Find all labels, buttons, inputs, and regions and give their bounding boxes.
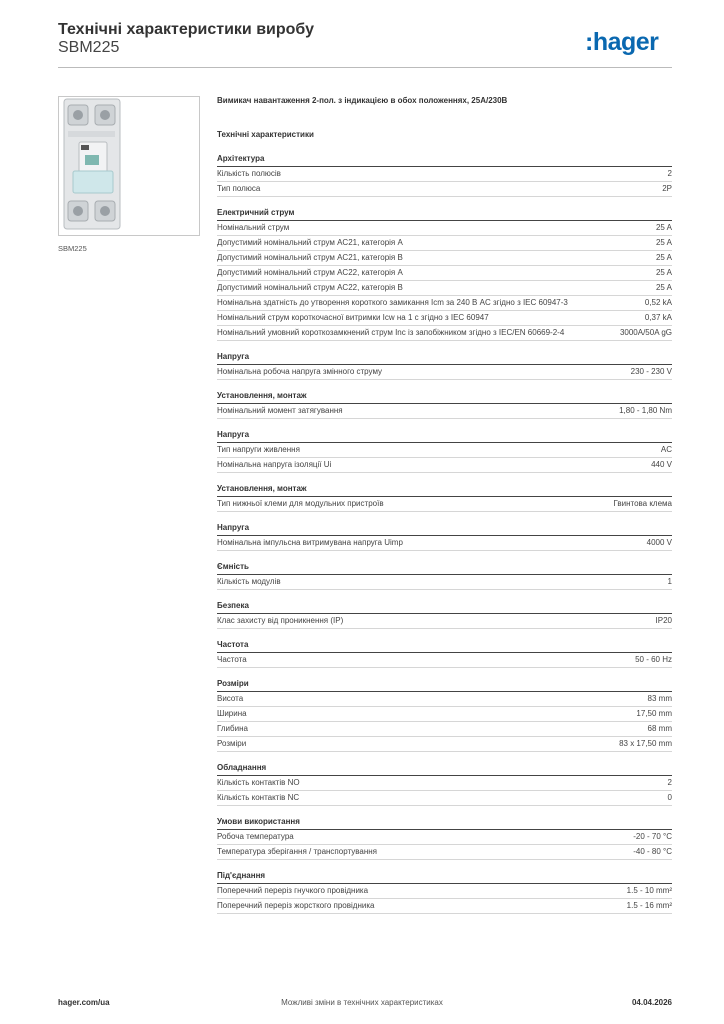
spec-value: Гвинтова клема bbox=[613, 499, 672, 508]
spec-row bbox=[217, 443, 672, 458]
spec-row bbox=[217, 707, 672, 722]
section-title: Частота bbox=[217, 638, 672, 653]
spec-row bbox=[217, 884, 672, 899]
specs-table bbox=[217, 152, 672, 914]
spec-label: Кількість полюсів bbox=[217, 169, 281, 178]
modular-switch-icon bbox=[59, 97, 199, 235]
footer-date: 04.04.2026 bbox=[631, 998, 672, 1007]
header-divider bbox=[58, 67, 672, 68]
spec-row bbox=[217, 404, 672, 419]
spec-label: Допустимий номінальний струм AC22, категорія B bbox=[217, 283, 403, 292]
section-title: Ємність bbox=[217, 560, 672, 575]
spec-value: 1.5 - 10 mm² bbox=[626, 886, 672, 895]
spec-value: 2P bbox=[662, 184, 672, 193]
footer-website[interactable]: hager.com/ua bbox=[58, 998, 110, 1007]
section-title: Напруга bbox=[217, 521, 672, 536]
spec-row bbox=[217, 266, 672, 281]
spec-value: 25 A bbox=[655, 253, 672, 262]
spec-row bbox=[217, 776, 672, 791]
spec-label: Номінальний струм короткочасної витримки Icw на 1 с згідно з IEC 60947 bbox=[217, 313, 489, 322]
spec-value: 25 A bbox=[655, 268, 672, 277]
spec-value: 50 - 60 Hz bbox=[635, 655, 672, 664]
spec-value: 3000A/50A gG bbox=[619, 328, 672, 337]
spec-row bbox=[217, 326, 672, 341]
spec-label: Тип напруги живлення bbox=[217, 445, 300, 454]
spec-label: Номінальний струм bbox=[217, 223, 290, 232]
section-title: Напруга bbox=[217, 350, 672, 365]
spec-row bbox=[217, 281, 672, 296]
product-code: SBM225 bbox=[58, 39, 120, 56]
product-caption: SBM225 bbox=[58, 244, 87, 253]
spec-value: 83 mm bbox=[647, 694, 672, 703]
spec-value: 1,80 - 1,80 Nm bbox=[619, 406, 672, 415]
spec-label: Частота bbox=[217, 655, 247, 664]
spec-value: 25 A bbox=[655, 223, 672, 232]
spec-label: Номінальний умовний короткозамкнений струм Inc із запобіжником згідно з IEC/EN 60669-2-4 bbox=[217, 328, 565, 337]
spec-row bbox=[217, 614, 672, 629]
spec-value: IP20 bbox=[655, 616, 672, 625]
spec-label: Допустимий номінальний струм AC21, категорія B bbox=[217, 253, 403, 262]
section-title: Умови використання bbox=[217, 815, 672, 830]
section-title: Установлення, монтаж bbox=[217, 389, 672, 404]
spec-label: Номінальна робоча напруга змінного струму bbox=[217, 367, 383, 376]
product-image bbox=[58, 96, 200, 236]
spec-value: 0,52 kA bbox=[644, 298, 672, 307]
spec-value: 2 bbox=[667, 778, 672, 787]
spec-value: -40 - 80 °C bbox=[633, 847, 672, 856]
spec-row bbox=[217, 722, 672, 737]
spec-value: 230 - 230 V bbox=[630, 367, 672, 376]
spec-value: 2 bbox=[667, 169, 672, 178]
footer-note: Можливі зміни в технічних характеристиках bbox=[281, 998, 443, 1007]
spec-label: Номінальний момент затягування bbox=[217, 406, 343, 415]
spec-row bbox=[217, 791, 672, 806]
spec-label: Ширина bbox=[217, 709, 247, 718]
spec-row bbox=[217, 365, 672, 380]
spec-label: Кількість модулів bbox=[217, 577, 281, 586]
spec-value: 83 x 17,50 mm bbox=[619, 739, 672, 748]
spec-value: -20 - 70 °C bbox=[633, 832, 672, 841]
hager-logo: :hager bbox=[585, 28, 659, 56]
spec-row bbox=[217, 167, 672, 182]
spec-value: 0,37 kA bbox=[644, 313, 672, 322]
spec-value: 68 mm bbox=[647, 724, 672, 733]
spec-label: Робоча температура bbox=[217, 832, 294, 841]
product-description: Вимикач навантаження 2-пол. з індикацією в обох положеннях, 25A/230В bbox=[217, 96, 508, 105]
spec-value: 17,50 mm bbox=[636, 709, 672, 718]
spec-value: 440 V bbox=[651, 460, 672, 469]
spec-label: Тип полюса bbox=[217, 184, 261, 193]
spec-label: Висота bbox=[217, 694, 244, 703]
spec-label: Поперечний переріз гнучкого провідника bbox=[217, 886, 369, 895]
spec-row bbox=[217, 251, 672, 266]
spec-row bbox=[217, 653, 672, 668]
spec-value: 1 bbox=[667, 577, 672, 586]
spec-value: AC bbox=[660, 445, 672, 454]
section-title: Архітектура bbox=[217, 152, 672, 167]
spec-value: 4000 V bbox=[646, 538, 672, 547]
spec-label: Розміри bbox=[217, 739, 247, 748]
spec-row bbox=[217, 221, 672, 236]
spec-row bbox=[217, 182, 672, 197]
spec-value: 0 bbox=[667, 793, 672, 802]
spec-row bbox=[217, 236, 672, 251]
section-title: Установлення, монтаж bbox=[217, 482, 672, 497]
spec-row bbox=[217, 536, 672, 551]
specs-heading: Технічні характеристики bbox=[217, 130, 314, 139]
spec-label: Кількість контактів NO bbox=[217, 778, 300, 787]
spec-row bbox=[217, 899, 672, 914]
spec-row bbox=[217, 575, 672, 590]
spec-label: Глибина bbox=[217, 724, 248, 733]
spec-label: Температура зберігання / транспортування bbox=[217, 847, 378, 856]
spec-row bbox=[217, 692, 672, 707]
section-title: Напруга bbox=[217, 428, 672, 443]
logo-text: hager bbox=[592, 28, 659, 56]
section-title: Розміри bbox=[217, 677, 672, 692]
spec-label: Допустимий номінальний струм AC21, категорія A bbox=[217, 238, 403, 247]
spec-label: Кількість контактів NC bbox=[217, 793, 300, 802]
page-title: Технічні характеристики виробу bbox=[58, 21, 314, 38]
spec-value: 1.5 - 16 mm² bbox=[626, 901, 672, 910]
section-title: Безпека bbox=[217, 599, 672, 614]
spec-row bbox=[217, 311, 672, 326]
spec-label: Клас захисту від проникнення (IP) bbox=[217, 616, 344, 625]
spec-value: 25 A bbox=[655, 238, 672, 247]
spec-label: Номінальна імпульсна витримувана напруга Uimp bbox=[217, 538, 403, 547]
section-title: Електричний струм bbox=[217, 206, 672, 221]
spec-row bbox=[217, 458, 672, 473]
spec-label: Номінальна здатність до утворення короткого замикання Icm за 240 В AC згідно з IEC 60947-3 bbox=[217, 298, 568, 307]
spec-label: Тип нижньої клеми для модульних пристроїв bbox=[217, 499, 384, 508]
section-title: Під'єднання bbox=[217, 869, 672, 884]
spec-value: 25 A bbox=[655, 283, 672, 292]
spec-label: Допустимий номінальний струм AC22, категорія A bbox=[217, 268, 403, 277]
spec-label: Поперечний переріз жорсткого провідника bbox=[217, 901, 375, 910]
spec-row bbox=[217, 737, 672, 752]
spec-row bbox=[217, 296, 672, 311]
section-title: Обладнання bbox=[217, 761, 672, 776]
spec-row bbox=[217, 830, 672, 845]
spec-label: Номінальна напруга ізоляції Ui bbox=[217, 460, 332, 469]
spec-row bbox=[217, 497, 672, 512]
spec-row bbox=[217, 845, 672, 860]
